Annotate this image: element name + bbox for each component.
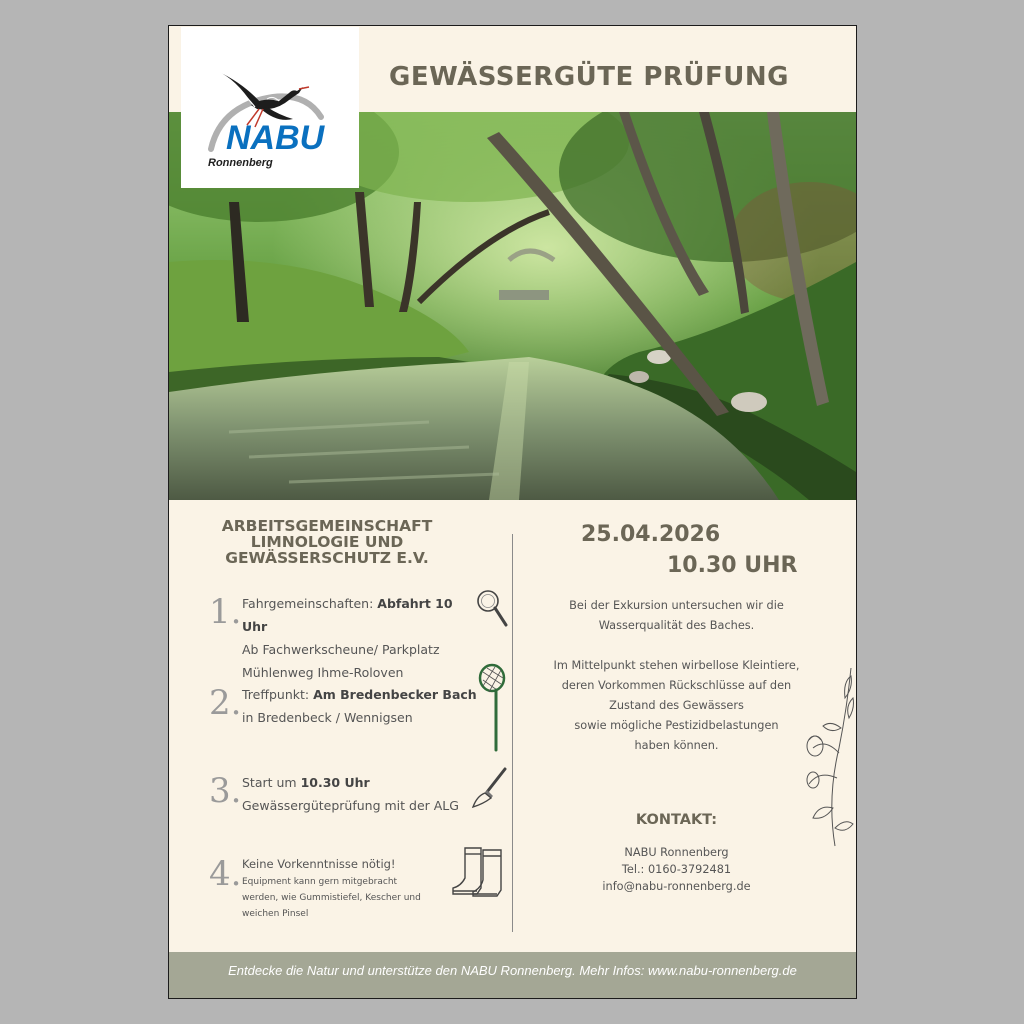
step-1-prefix: Fahrgemeinschaften:	[242, 596, 378, 611]
step-4-small-2: werden, wie Gummistiefel, Kescher und	[242, 893, 421, 903]
step-1-bold: Abfahrt 10 Uhr	[242, 596, 453, 634]
nabu-logo	[181, 27, 359, 188]
event-time: 10.30 UHR	[667, 553, 798, 578]
contact-details	[539, 844, 814, 895]
event-date: 25.04.2026	[581, 522, 721, 547]
description	[539, 596, 814, 776]
step-3-number: 3.	[209, 771, 242, 811]
contact-name: NABU Ronnenberg	[624, 846, 729, 859]
organization-name	[199, 518, 455, 566]
contact-email[interactable]: info@nabu-ronnenberg.de	[602, 880, 751, 893]
description-line-7: haben können.	[634, 739, 719, 752]
description-line-6: sowie mögliche Pestizidbelastungen	[574, 719, 779, 732]
description-line-1: Bei der Exkursion untersuchen wir die	[569, 599, 784, 612]
step-4-number: 4.	[209, 854, 242, 894]
description-line-2: Wasserqualität des Baches.	[598, 619, 755, 632]
magnifier-icon	[475, 588, 509, 630]
organization-line-1: ARBEITSGEMEINSCHAFT	[221, 517, 433, 535]
description-line-4: deren Vorkommen Rückschlüsse auf den	[561, 679, 792, 692]
step-3-prefix: Start um	[242, 775, 301, 790]
step-1-line-2: Ab Fachwerkscheune/ Parkplatz	[242, 642, 440, 657]
step-4-line-1: Keine Vorkenntnisse nötig!	[242, 857, 396, 871]
organization-line-3: GEWÄSSERSCHUTZ E.V.	[225, 549, 429, 567]
step-4-small-1: Equipment kann gern mitgebracht	[242, 877, 398, 887]
rubber-boots-icon	[451, 844, 509, 900]
step-2-number: 2.	[209, 683, 242, 723]
nabu-chapter-name: Ronnenberg	[208, 157, 273, 169]
step-2-bold: Am Bredenbecker Bach	[313, 687, 477, 702]
brush-icon	[469, 766, 509, 810]
contact-heading: KONTAKT:	[635, 812, 718, 828]
description-line-5: Zustand des Gewässers	[609, 699, 744, 712]
step-3-bold: 10.30 Uhr	[300, 775, 370, 790]
footer-text: Entdecke die Natur und unterstütze den NABU Ronnenberg. Mehr Infos: www.nabu-ronnenberg.de	[228, 963, 797, 978]
step-3-text	[242, 771, 482, 817]
contact-phone[interactable]: Tel.: 0160-3792481	[621, 863, 732, 876]
step-2-prefix: Treffpunkt:	[242, 687, 314, 702]
organization-line-2: LIMNOLOGIE UND	[250, 533, 404, 551]
step-1-text	[242, 592, 482, 684]
step-1-number: 1.	[209, 592, 242, 632]
step-4-small-3: weichen Pinsel	[242, 909, 309, 919]
description-line-3: Im Mittelpunkt stehen wirbellose Kleintiere,	[553, 659, 800, 672]
step-1-line-3: Mühlenweg Ihme-Roloven	[242, 665, 404, 680]
column-divider	[512, 534, 513, 932]
step-4-text	[242, 854, 482, 922]
dip-net-icon	[475, 662, 509, 752]
step-3-line-2: Gewässergüteprüfung mit der ALG	[242, 798, 459, 813]
footer-bar	[169, 952, 856, 998]
nabu-wordmark: NABU	[226, 119, 325, 157]
step-2-line-2: in Bredenbeck / Wennigsen	[242, 710, 413, 725]
flyer-page	[168, 25, 857, 999]
page-title: GEWÄSSERGÜTE PRÜFUNG	[389, 62, 789, 92]
step-2-text	[242, 683, 482, 729]
